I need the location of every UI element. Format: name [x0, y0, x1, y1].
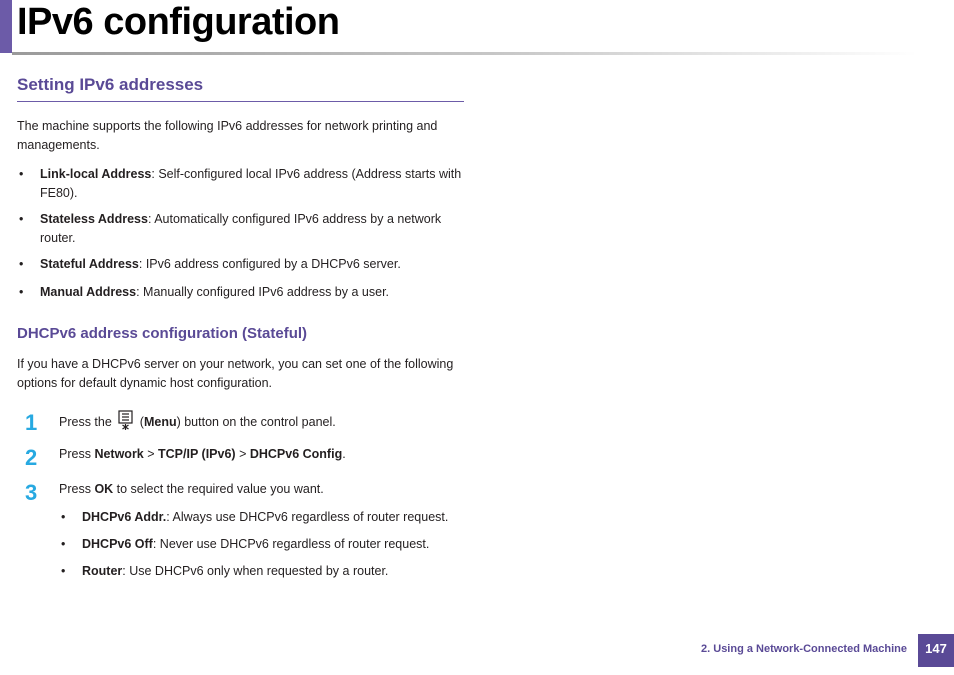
menu-icon: [117, 410, 134, 431]
step-number: 2: [25, 445, 38, 470]
footer-chapter-label: 2. Using a Network-Connected Machine: [701, 643, 907, 655]
section-heading-dhcpv6: DHCPv6 address configuration (Stateful): [17, 325, 308, 342]
list-item: [19, 210, 460, 247]
page-number: 147: [918, 634, 954, 667]
bullet-desc: : IPv6 address configured by a DHCPv6 server.: [138, 257, 401, 271]
list-item: [61, 508, 522, 527]
bullet-dot: •: [61, 537, 66, 551]
bullet-desc: : Self-configured local IPv6 address (Address starts with FE80).: [40, 167, 462, 200]
bullet-dot: •: [61, 510, 66, 524]
step-bold: OK: [94, 482, 114, 496]
step-text-part: .: [342, 447, 346, 461]
title-accent-bar: [0, 0, 12, 53]
bullet-term: Stateful Address: [40, 257, 139, 271]
step-number: 3: [25, 480, 38, 505]
bullet-dot: •: [19, 257, 24, 271]
list-item: [61, 535, 522, 554]
step-bold: DHCPv6 Config: [249, 447, 343, 461]
bullet-dot: •: [61, 564, 66, 578]
bullet-term: DHCPv6 Addr.: [82, 510, 167, 524]
list-item: [19, 255, 480, 274]
step-text-part: >: [143, 447, 159, 461]
step-text-part: >: [235, 447, 250, 461]
list-item: [19, 283, 480, 302]
bullet-desc: : Never use DHCPv6 regardless of router request.: [152, 537, 430, 551]
step-text-part: ) button on the control panel.: [176, 415, 336, 429]
bullet-desc: : Always use DHCPv6 regardless of router request.: [166, 510, 449, 524]
step-text-part: Press: [59, 482, 95, 496]
title-rule: [12, 52, 917, 55]
section-heading-ipv6-addresses: Setting IPv6 addresses: [17, 75, 204, 94]
bullet-desc: : Manually configured IPv6 address by a user.: [136, 285, 390, 299]
bullet-term: DHCPv6 Off: [82, 537, 153, 551]
step-text-part: (: [139, 415, 144, 429]
bullet-dot: •: [19, 285, 24, 299]
section-heading-rule: [17, 101, 464, 102]
step-text-part: to select the required value you want.: [113, 482, 324, 496]
bullet-dot: •: [19, 212, 24, 226]
step-bold: Menu: [143, 415, 177, 429]
bullet-term: Router: [82, 564, 123, 578]
section2-intro: If you have a DHCPv6 server on your network, you can set one of the following options for default dynamic host configuration.: [17, 357, 454, 390]
step-bold: TCP/IP (IPv6): [158, 447, 236, 461]
step-number: 1: [25, 410, 38, 435]
list-item: [61, 562, 522, 581]
step-text: [59, 480, 324, 498]
bullet-term: Stateless Address: [40, 212, 148, 226]
section1-intro: The machine supports the following IPv6 addresses for network printing and managements.: [17, 119, 438, 152]
step-text: [59, 445, 346, 463]
bullet-term: Manual Address: [40, 285, 137, 299]
list-item: [19, 165, 480, 202]
page-title: IPv6 configuration: [17, 1, 340, 43]
step-text-part: Press the: [59, 415, 112, 429]
step-text-part: Press: [59, 447, 95, 461]
step-text: [59, 410, 336, 431]
bullet-term: Link-local Address: [40, 167, 152, 181]
bullet-dot: •: [19, 167, 24, 181]
bullet-desc: : Automatically configured IPv6 address by a network router.: [40, 212, 442, 245]
bullet-desc: : Use DHCPv6 only when requested by a router.: [122, 564, 389, 578]
step-bold: Network: [94, 447, 144, 461]
